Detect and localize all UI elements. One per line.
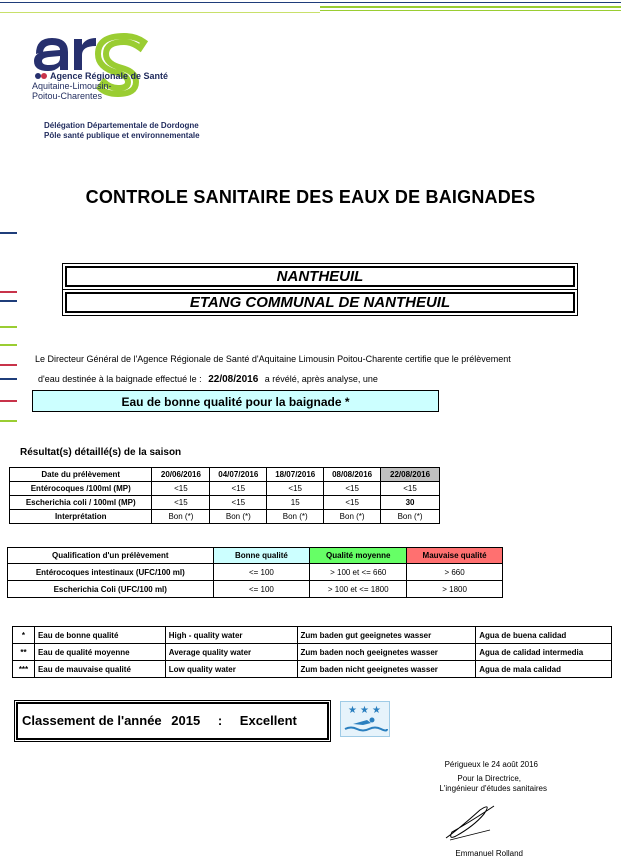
legend-fr: Eau de bonne qualité: [34, 627, 165, 644]
certification-line2: [38, 374, 378, 385]
cell: <15: [267, 482, 324, 496]
results-date: 18/07/2016: [267, 468, 324, 482]
delegation-block: [44, 121, 200, 141]
table-row: [8, 564, 503, 581]
legend-de: Zum baden nicht geeignetes wasser: [297, 661, 476, 678]
bathing-quality-badge: [340, 701, 390, 737]
signatory-name: Emmanuel Rolland: [455, 849, 523, 858]
legend-es: Agua de mala calidad: [476, 661, 612, 678]
certification-suffix: a révélé, après analyse, une: [264, 374, 378, 384]
qualification-header-row: [8, 548, 503, 564]
legend-mark: **: [13, 644, 35, 661]
results-date: 20/06/2016: [152, 468, 210, 482]
legend-de: Zum baden noch geeignetes wasser: [297, 644, 476, 661]
quality-good-header: Bonne qualité: [213, 548, 310, 564]
legend-fr: Eau de qualité moyenne: [34, 644, 165, 661]
logo-region-line1: Aquitaine-Limousin-: [32, 81, 112, 91]
site-name: ETANG COMMUNAL DE NANTHEUIL: [65, 292, 575, 313]
cell: > 660: [407, 564, 503, 581]
table-row: [10, 510, 440, 524]
signature-line2: L'ingénieur d'études sanitaires: [439, 784, 547, 793]
results-header-row: [10, 468, 440, 482]
results-table: [9, 467, 440, 524]
cell: 15: [267, 496, 324, 510]
logo-region-line2: Poitou-Charentes: [32, 91, 103, 101]
certification-line1: Le Directeur Général de l'Agence Régionale de Santé d'Aquitaine Limousin Poitou-Charente certifie que le prélèvement: [35, 354, 511, 364]
margin-mark: [0, 400, 17, 402]
cell: Bon (*): [324, 510, 381, 524]
margin-mark: [0, 326, 17, 328]
legend-es: Agua de buena calidad: [476, 627, 612, 644]
svg-text:★: ★: [360, 705, 369, 716]
cell: <15: [381, 482, 440, 496]
table-row: [10, 496, 440, 510]
row-label: Entérocoques intestinaux (UFC/100 ml): [8, 564, 214, 581]
classement-value: Excellent: [239, 713, 297, 728]
results-date: 08/08/2016: [324, 468, 381, 482]
cell: Bon (*): [210, 510, 267, 524]
cell: > 1800: [407, 581, 503, 598]
row-label: Escherichia coli / 100ml (MP): [10, 496, 152, 510]
legend-table: [12, 626, 612, 678]
table-row: [8, 581, 503, 598]
quality-bad-header: Mauvaise qualité: [407, 548, 503, 564]
cell: <= 100: [213, 581, 310, 598]
cell: > 100 et <= 1800: [310, 581, 407, 598]
legend-es: Agua de calidad intermedia: [476, 644, 612, 661]
quality-medium-header: Qualité moyenne: [310, 548, 407, 564]
table-row: [10, 482, 440, 496]
margin-mark: [0, 364, 17, 366]
certification-prefix: d'eau destinée à la baignade effectué le :: [38, 374, 202, 384]
top-stripe-green: [320, 6, 621, 8]
legend-en: High - quality water: [165, 627, 297, 644]
top-stripe-blue: [0, 2, 621, 3]
sample-date: 22/08/2016: [208, 374, 259, 385]
svg-text:★: ★: [348, 705, 357, 716]
swimmer-stars-icon: [341, 702, 389, 736]
margin-mark: [0, 378, 17, 380]
legend-en: Average quality water: [165, 644, 297, 661]
signature-place-date: Périgueux le 24 août 2016: [444, 760, 538, 769]
results-date: 22/08/2016: [381, 468, 440, 482]
top-stripe-green-2: [320, 10, 621, 11]
section-title: Résultat(s) détaillé(s) de la saison: [20, 447, 182, 458]
delegation-line2: Pôle santé publique et environnementale: [44, 131, 200, 140]
legend-en: Low quality water: [165, 661, 297, 678]
margin-mark: [0, 300, 17, 302]
water-quality-result: Eau de bonne qualité pour la baignade *: [32, 390, 439, 412]
signature-line1: Pour la Directrice,: [457, 774, 521, 783]
cell: Bon (*): [267, 510, 324, 524]
cell: Bon (*): [381, 510, 440, 524]
classement-separator: :: [217, 713, 223, 728]
cell: <15: [152, 496, 210, 510]
margin-mark: [0, 232, 17, 234]
page-title: CONTROLE SANITAIRE DES EAUX DE BAIGNADES: [85, 187, 536, 207]
cell: > 100 et <= 660: [310, 564, 407, 581]
cell: <= 100: [213, 564, 310, 581]
table-row: [13, 661, 612, 678]
svg-text:★: ★: [372, 705, 381, 716]
row-label: Entérocoques /100ml (MP): [10, 482, 152, 496]
row-label: Interprétation: [10, 510, 152, 524]
logo-agency: Agence Régionale de Santé: [50, 71, 169, 81]
legend-fr: Eau de mauvaise qualité: [34, 661, 165, 678]
table-row: [13, 644, 612, 661]
cell: <15: [324, 496, 381, 510]
cell: Bon (*): [152, 510, 210, 524]
margin-mark: [0, 420, 17, 422]
margin-mark: [0, 291, 17, 293]
cell: <15: [210, 482, 267, 496]
qualification-header-label: Qualification d'un prélèvement: [8, 548, 214, 564]
site-commune: NANTHEUIL: [65, 266, 575, 287]
classement-label: Classement de l'année: [22, 713, 162, 728]
legend-de: Zum baden gut geeignetes wasser: [297, 627, 476, 644]
margin-mark: [0, 344, 17, 346]
legend-mark: *: [13, 627, 35, 644]
legend-mark: ***: [13, 661, 35, 678]
handwritten-signature: [440, 800, 500, 844]
table-row: [13, 627, 612, 644]
top-stripe-green-3: [0, 12, 320, 13]
delegation-line1: Délégation Départementale de Dordogne: [44, 121, 199, 130]
results-header-label: Date du prélèvement: [10, 468, 152, 482]
row-label: Escherichia Coli (UFC/100 ml): [8, 581, 214, 598]
cell: <15: [210, 496, 267, 510]
classement-year: 2015: [171, 713, 201, 728]
results-date: 04/07/2016: [210, 468, 267, 482]
classement-box: [16, 702, 329, 740]
cell: <15: [324, 482, 381, 496]
cell: 30: [381, 496, 440, 510]
qualification-table: [7, 547, 503, 598]
cell: <15: [152, 482, 210, 496]
